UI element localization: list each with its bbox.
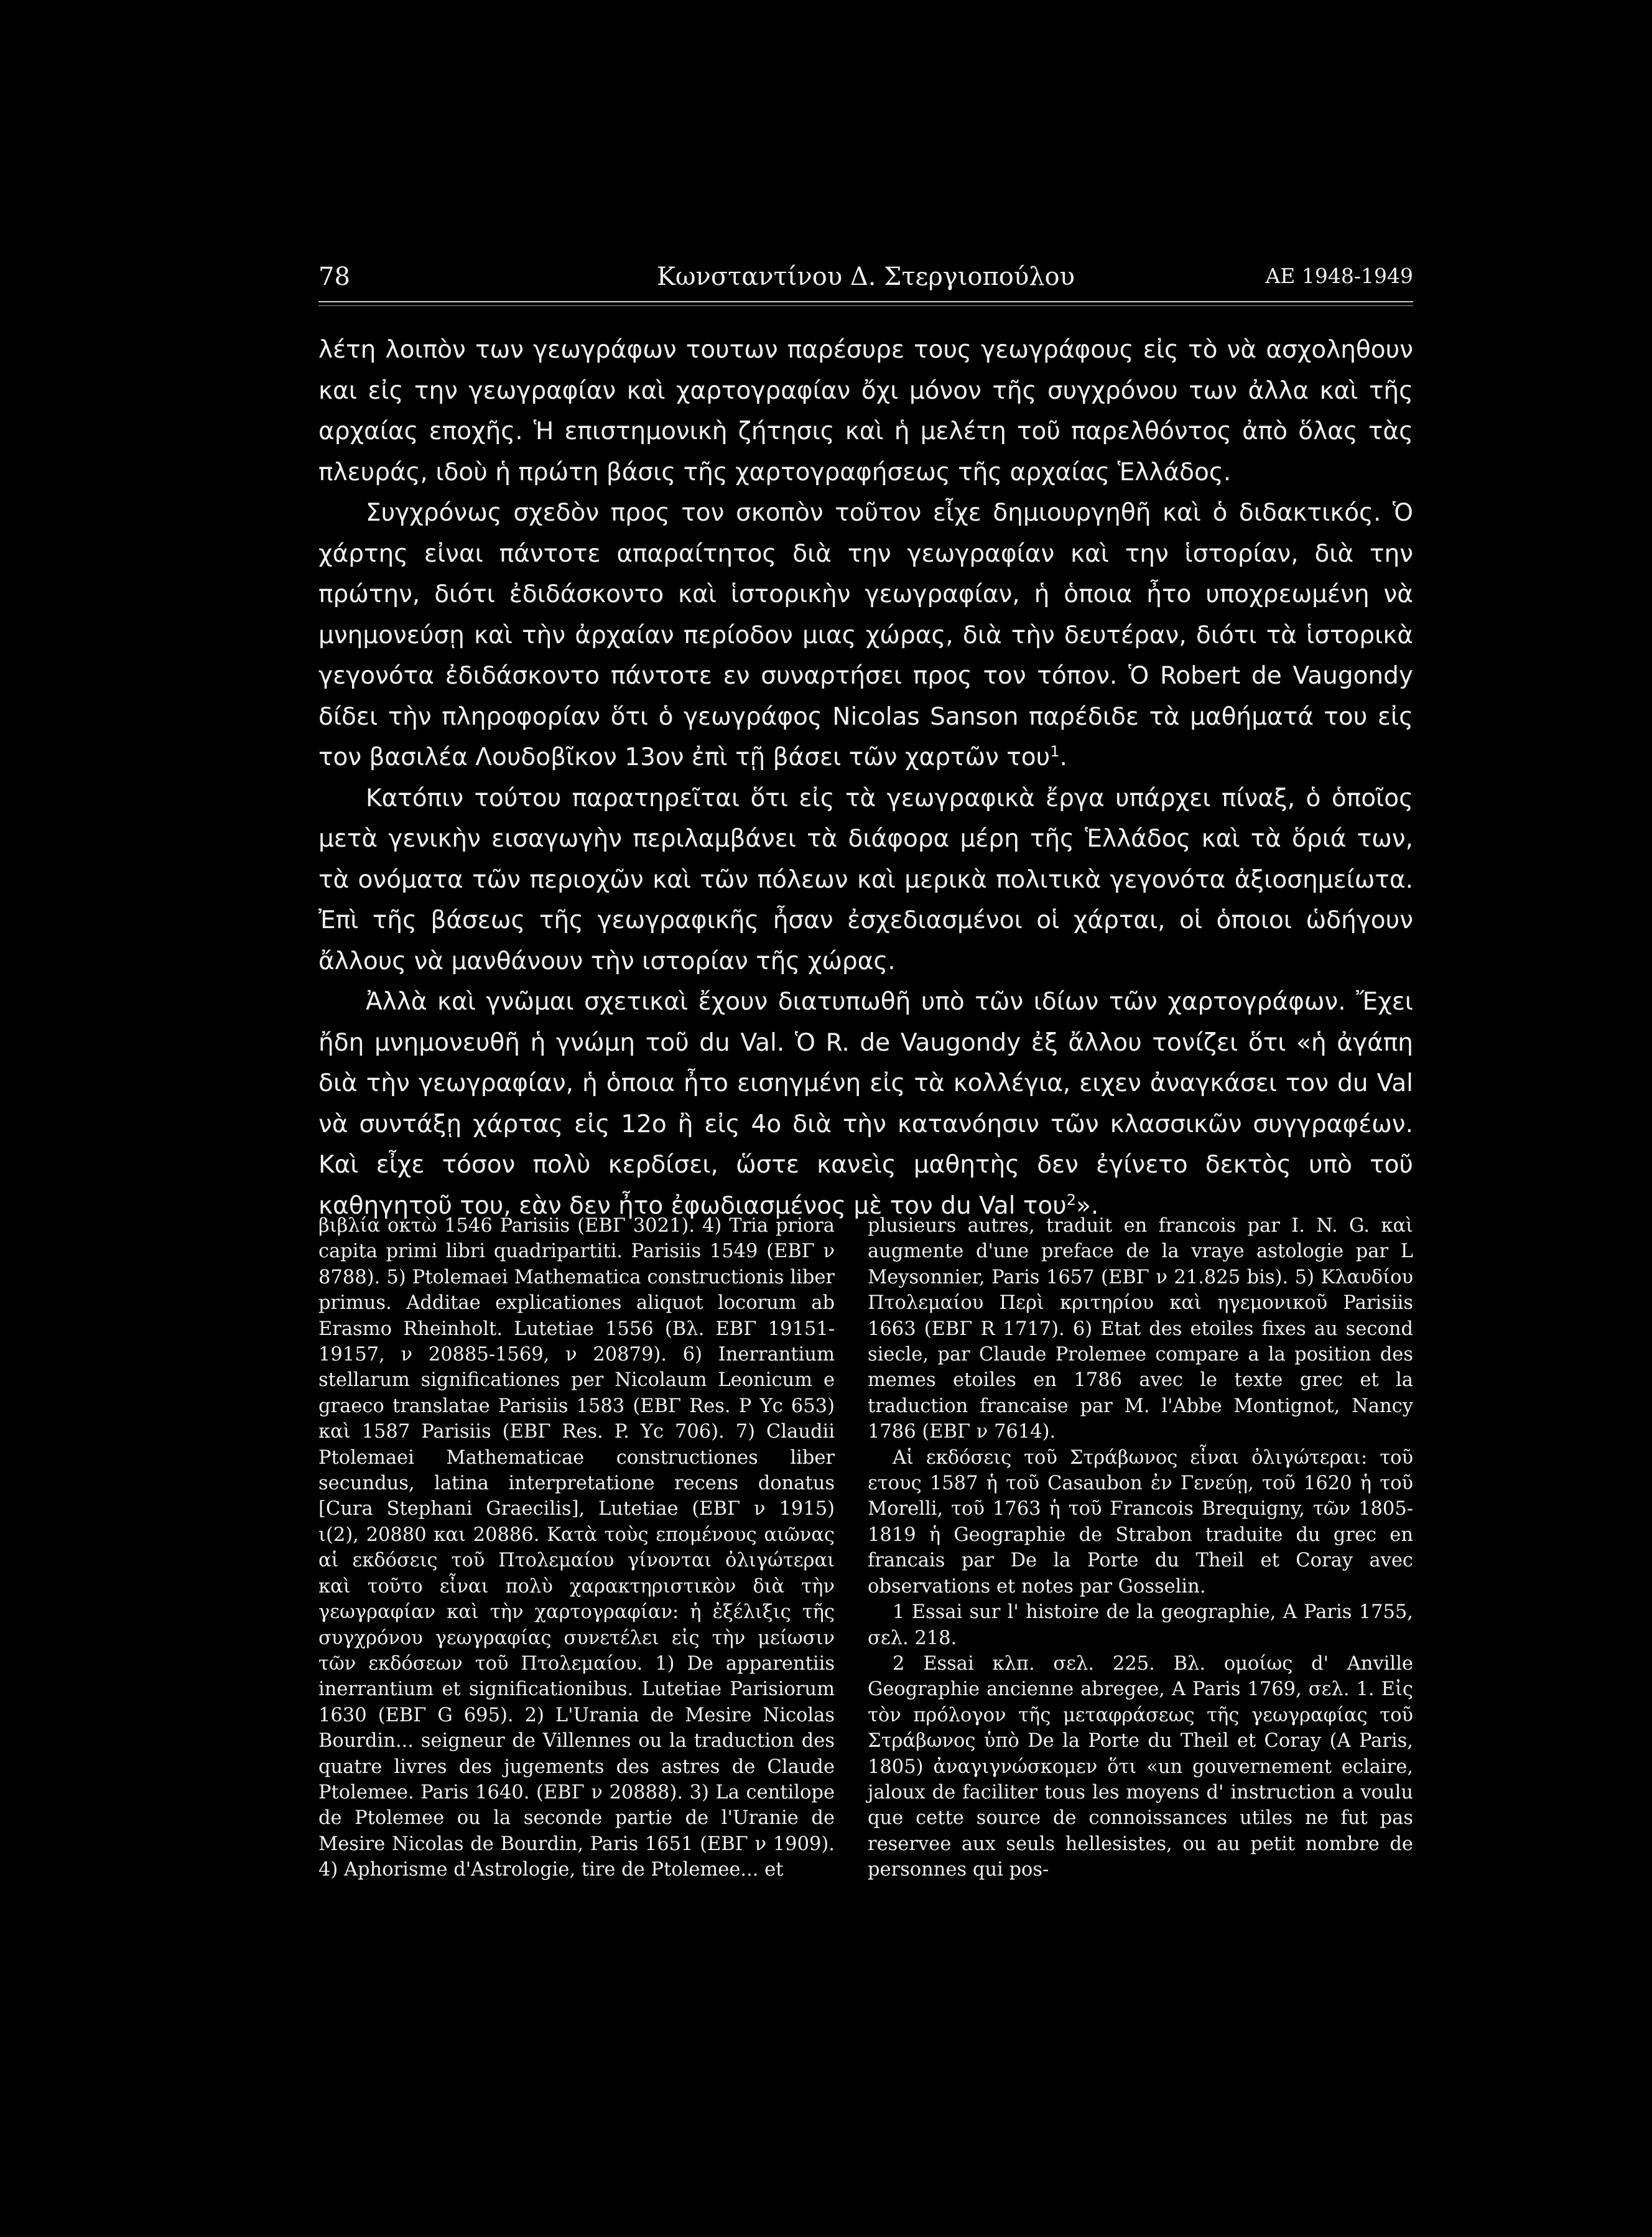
footnotes-left-column [318,1213,835,1883]
paragraph-2-end: . [1059,743,1067,771]
paragraph-1: λέτη λοιπὸν των γεωγράφων τουτων παρέσυρε τους γεωγράφους εἰς τὸ νὰ ασχοληθουν και εἰς την γεωγραφίαν καὶ χαρτογραφίαν ὄχι μόνον τῆς συγχρόνου των ἀλλα καὶ τῆς αρχαίας εποχῆς. Ἡ επιστημονικὴ ζήτησις καὶ ἡ μελέτη τοῦ παρελθόντος ἀπὸ ὅλας τὰς πλευράς, ιδοὺ ἡ πρώτη βάσις τῆς χαρτογραφήσεως τῆς αρχαίας Ἑλλάδος. [318,336,1413,486]
footnote-left-text: βιβλία οκτὼ 1546 Parisiis (ΕΒΓ 3021). 4) Tria priora capita primi libri quadripartiti. Parisiis 1549 (ΕΒΓ ν 8788). 5) Ptolemaei Mathematica constructionis liber primus. Additae explicationes aliquot locorum ab Erasmo Rheinholt. Lutetiae 1556 (Βλ. ΕΒΓ 19151-19157, ν 20885-1569, ν 20879). 6) Inerrantium stellarum significationes per Nicolaum Leonicum e graeco translatae Parisiis 1583 (ΕΒΓ Res. P Yc 653) καὶ 1587 Parisiis (ΕΒΓ Res. P. Yc 706). 7) Claudii Ptolemaei Mathematicae constructiones liber secundus, latina interpretatione recens donatus [Cura Stephani Graecilis], Lutetiae (ΕΒΓ ν 1915) ι(2), 20880 και 20886. Κατὰ τοὺς επομένους αιῶνας αἱ εκδόσεις τοῦ Πτολεμαίου γίνονται ὀλιγώτεραι καὶ τοῦτο εἶναι πολὺ χαρακτηριστικὸν διὰ τὴν γεωγραφίαν καὶ τὴν χαρτογραφίαν: ἡ ἐξέλιξις τῆς συγχρόνου γεωγραφίας συνετέλει εἰς τὴν μείωσιν τῶν εκδόσεων τοῦ Πτολεμαίου. 1) De apparentiis inerrantium et significationibus. Lutetiae Parisiorum 1630 (ΕΒΓ G 695). 2) L'Urania de Mesire Nicolas Bourdin... seigneur de Villennes ou la traduction des quatre livres des jugements des astres de Claude Ptolemee. Paris 1640. (ΕΒΓ ν 20888). 3) La centilope de Ptolemee ou la seconde partie de l'Uranie de Mesire Nicolas de Bourdin, Paris 1651 (ΕΒΓ ν 1909). 4) Aphorisme d'Astrologie, tire de Ptolemee... et [318,1215,835,1881]
main-text [318,330,1413,1226]
footnote-2: 2 Essai κλπ. σελ. 225. Βλ. ομοίως d' Anville Geographie ancienne abregee, A Paris 1769, σελ. 1. Εἰς τὸν πρόλογον τῆς μεταφράσεως τῆς γεωγραφίας τοῦ Στράβωνος ὑπὸ De la Porte du Theil et Coray (A Paris, 1805) ἀναγιγνώσκομεν ὅτι «un gouvernement eclaire, jaloux de faciliter tous les moyens d' instruction a voulu que cette source de connoissances utiles ne fut pas reservee aux seuls hellesistes, ou au petit nombre de personnes qui pos- [868,1652,1413,1881]
paragraph-3: Κατόπιν τούτου παρατηρεῖται ὅτι εἰς τὰ γεωγραφικὰ ἔργα υπάρχει πίναξ, ὁ ὁποῖος μετὰ γενικὴν εισαγωγὴν περιλαμβάνει τὰ διάφορα μέρη τῆς Ἑλλάδος καὶ τὰ ὅριά των, τὰ ονόματα τῶν περιοχῶν καὶ τῶν πόλεων καὶ μερικὰ πολιτικὰ γεγονότα ἀξιοσημείωτα. Ἐπὶ τῆς βάσεως τῆς γεωγραφικῆς ἦσαν ἐσχεδιασμένοι οἱ χάρται, οἱ ὁποιοι ὡδήγουν ἄλλους νὰ μανθάνουν τὴν ιστορίαν τῆς χώρας. [318,784,1413,975]
paragraph-4-text: Ἀλλὰ καὶ γνῶμαι σχετικαὶ ἔχουν διατυπωθῆ υπὸ τῶν ιδίων τῶν χαρτογράφων. Ἔχει ἤδη μνημονευθῆ ἡ γνώμη τοῦ du Val. Ὁ R. de Vaugondy ἐξ ἄλλου τονίζει ὅτι «ἡ ἀγάπη διὰ τὴν γεωγραφίαν, ἡ ὁποια ἦτο εισηγμένη εἰς τὰ κολλέγια, ειχεν ἀναγκάσει τον du Val νὰ συντάξῃ χάρτας εἰς 12ο ἢ εἰς 4ο διὰ τὴν κατανόησιν τῶν κλασσικῶν συγγραφέων. Καὶ εἶχε τόσον πολὺ κερδίσει, ὥστε κανεὶς μαθητὴς δεν ἐγίνετο δεκτὸς υπὸ τοῦ καθηγητοῦ του, εὰν δεν ἦτο ἐφωδιασμένος μὲ τον du Val του [318,988,1413,1220]
paragraph-2 [318,493,1413,778]
footnote-right-2: Αἱ εκδόσεις τοῦ Στράβωνος εἶναι ὀλιγώτεραι: τοῦ ετους 1587 ἡ τοῦ Casaubon ἐν Γενεύῃ, τοῦ 1620 ἡ τοῦ Morelli, τοῦ 1763 ἡ τοῦ Francois Brequigny, τῶν 1805-1819 ἡ Geographie de Strabon traduite du grec en francais par De la Porte du Theil et Coray avec observations et notes par Gosselin. [868,1446,1413,1598]
header-rule [318,301,1413,306]
footnote-ref-2: 2 [1066,1191,1077,1209]
paragraph-4 [318,982,1413,1226]
paragraph-4-end: ». [1076,1191,1099,1220]
journal-reference: ΑΕ 1948-1949 [1265,264,1413,288]
running-title: Κωνσταντίνου Δ. Στεργιοπούλου [657,263,1075,291]
footnote-right-1: plusieurs autres, traduit en francois par I. N. G. καὶ augmente d'une preface de la vraye astologie par L Meysonnier, Paris 1657 (ΕΒΓ ν 21.825 bis). 5) Κλαυδίου Πτολεμαίου Περὶ κριτηρίου καὶ ηγεμονικοῦ Parisiis 1663 (ΕΒΓ R 1717). 6) Etat des etoiles fixes au second siecle, par Claude Prolemee compare a la position des memes etoiles en 1786 avec le texte grec et la traduction francaise par M. l'Abbe Montignot, Nancy 1786 (ΕΒΓ ν 7614). [868,1215,1413,1443]
footnote-1: 1 Essai sur l' histoire de la geographie, A Paris 1755, σελ. 218. [868,1601,1413,1649]
running-header [318,263,1413,299]
page-number: 78 [318,263,350,291]
footnote-ref-1: 1 [1050,743,1060,760]
paragraph-2-text: Συγχρόνως σχεδὸν προς τον σκοπὸν τοῦτον εἶχε δημιουργηθῆ καὶ ὁ διδακτικός. Ὁ χάρτης εἰναι πάντοτε απαραίτητος διὰ την γεωγραφίαν καὶ την ἱστορίαν, διὰ την πρώτην, διότι ἐδιδάσκοντο καὶ ἱστορικὴν γεωγραφίαν, ἡ ὁποια ἦτο υποχρεωμένη νὰ μνημονεύσῃ καὶ τὴν ἀρχαίαν περίοδον μιας χώρας, διὰ τὴν δευτέραν, διότι τὰ ἱστορικὰ γεγονότα ἐδιδάσκοντο πάντοτε εν συναρτήσει προς τον τόπον. Ὁ Robert de Vaugondy δίδει τὴν πληροφορίαν ὅτι ὁ γεωγράφος Nicolas Sanson παρέδιδε τὰ μαθήματά του εἰς τον βασιλέα Λουδοβῖκον 13ον ἐπὶ τῇ βάσει τῶν χαρτῶν του [318,499,1413,771]
footnotes-right-column [868,1213,1413,1883]
